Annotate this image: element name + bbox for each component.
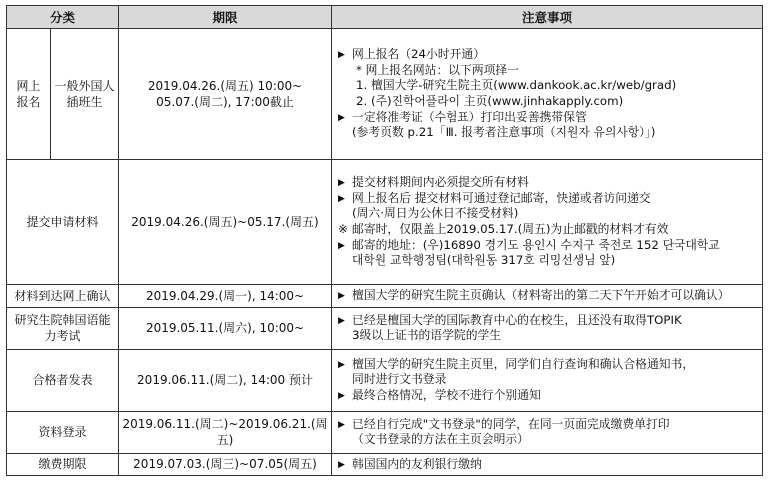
triangle-right-icon: ▶ [338, 193, 345, 204]
online-note2a: (参考页数 p.21「Ⅲ. 报考者注意事项（지원자 유의사항）」) [352, 125, 656, 140]
triangle-right-icon: ▶ [338, 240, 345, 251]
results-label-cell: 合格者发表 [7, 349, 119, 411]
results-period-cell: 2019.06.11.(周二), 14:00 预计 [119, 349, 332, 411]
topik-label-line2: 力考试 [44, 329, 81, 344]
docs-period-cell: 2019.06.11.(周二)~2019.06.21.(周五) [119, 411, 332, 453]
payment-label-cell: 缴费期限 [7, 453, 119, 476]
header-notes: 注意事项 [332, 6, 763, 29]
online-group-line1: 网上 [16, 78, 41, 93]
online-note1b: 1. 檀国大学-研究生院主页(www.dankook.ac.kr/web/grad) [356, 78, 677, 93]
topik-notes-cell [332, 307, 763, 349]
topik-label-line1: 研究生院韩国语能 [14, 312, 111, 327]
schedule-table-wrapper [6, 5, 762, 476]
online-period-line1: 2019.04.26.(周五) 10:00~ [147, 78, 303, 93]
table-row [7, 307, 763, 349]
table-header-row [7, 6, 763, 29]
triangle-right-icon: ▶ [338, 291, 345, 301]
triangle-right-icon: ▶ [338, 50, 345, 61]
online-sub-line1: 一般外国人 [54, 78, 115, 93]
online-notes-cell [332, 29, 763, 160]
submit-note4: 邮寄的地址：(우)16890 경기도 용인시 수지구 죽전로 152 단국대학교 [352, 237, 720, 252]
header-category: 分类 [7, 6, 119, 29]
table-row [7, 285, 763, 308]
online-note1c: 2. (주)진학어플라이 主页(www.jinhakapply.com) [356, 94, 624, 108]
triangle-right-icon: ▶ [338, 315, 345, 326]
header-period: 期限 [119, 6, 332, 29]
online-group-cell [7, 29, 51, 160]
triangle-right-icon: ▶ [338, 112, 345, 123]
online-sub-cell [51, 29, 119, 160]
results-note1a: 同时进行文书登录 [352, 372, 447, 387]
submit-note4a: 대학원 교학행정팀(대학원동 317호 리밍선생님 앞) [352, 253, 616, 268]
triangle-right-icon: ▶ [338, 178, 345, 189]
submit-note2a: (周六·周日为公休日不接受材料) [352, 206, 519, 221]
submit-note3: 邮寄时，仅限盖上2019.05.17.(周五)为止邮戳的材料才有效 [352, 222, 669, 236]
results-note2: 最终合格情况，学校不进行个别通知 [352, 387, 541, 402]
online-note1a: * 网上报名网站：以下两项择一 [356, 62, 520, 77]
arrival-notes-cell [332, 285, 763, 308]
docs-note1a: （文书登录的方法在主页会明示） [352, 432, 529, 447]
reference-mark: ※ [338, 222, 348, 236]
submit-period-cell: 2019.04.26.(周五)~05.17.(周五) [119, 160, 332, 285]
online-note2: 一定将准考证（수험표）打印出妥善携带保管 [352, 109, 587, 124]
arrival-period-cell: 2019.04.29.(周一), 14:00~ [119, 285, 332, 308]
online-note1: 网上报名（24小时开通） [352, 47, 485, 62]
topik-period-cell: 2019.05.11.(周六), 10:00~ [119, 307, 332, 349]
results-note1: 檀国大学的研究生院主页里，同学们自行查询和确认合格通知书， [352, 356, 695, 371]
submit-note2: 网上报名后 提交材料可通过登记邮寄，快递或者访问递交 [352, 190, 651, 205]
table-row [7, 349, 763, 411]
submit-note1: 提交材料期间内必须提交所有材料 [352, 175, 529, 190]
online-period-cell [119, 29, 332, 160]
docs-label-cell: 资料登录 [7, 411, 119, 453]
topik-note1a: 3级以上证书的语学院的学生 [352, 328, 502, 343]
topik-note1: 已经是檀国大学的国际教育中心的在校生，且还没有取得TOPIK [352, 312, 682, 327]
payment-period-cell: 2019.07.03.(周三)~07.05(周五) [119, 453, 332, 476]
results-notes-cell [332, 349, 763, 411]
online-sub-line2: 插班生 [66, 95, 103, 109]
submit-label-cell: 提交申请材料 [7, 160, 119, 285]
arrival-label-cell: 材料到达网上确认 [7, 285, 119, 308]
triangle-right-icon: ▶ [338, 390, 345, 401]
docs-note1: 已经自行完成"文书登录"的同学，在同一页面完成缴费单打印 [352, 416, 670, 431]
triangle-right-icon: ▶ [338, 459, 345, 470]
submit-notes-cell [332, 160, 763, 285]
online-period-line2: 05.07.(周二), 17:00截止 [156, 95, 294, 109]
table-row [7, 453, 763, 476]
table-row [7, 411, 763, 453]
table-row [7, 160, 763, 285]
schedule-table [6, 5, 763, 476]
payment-notes-cell [332, 453, 763, 476]
topik-label-cell [7, 307, 119, 349]
arrival-note1: 檀国大学的研究生院主页确认（材料寄出的第二天下午开始才可以确认） [352, 288, 730, 302]
payment-note1: 韩国国内的友利银行缴纳 [352, 456, 482, 471]
triangle-right-icon: ▶ [338, 419, 345, 430]
triangle-right-icon: ▶ [338, 359, 345, 370]
online-group-line2: 报名 [16, 95, 41, 109]
table-row [7, 29, 763, 160]
docs-notes-cell [332, 411, 763, 453]
